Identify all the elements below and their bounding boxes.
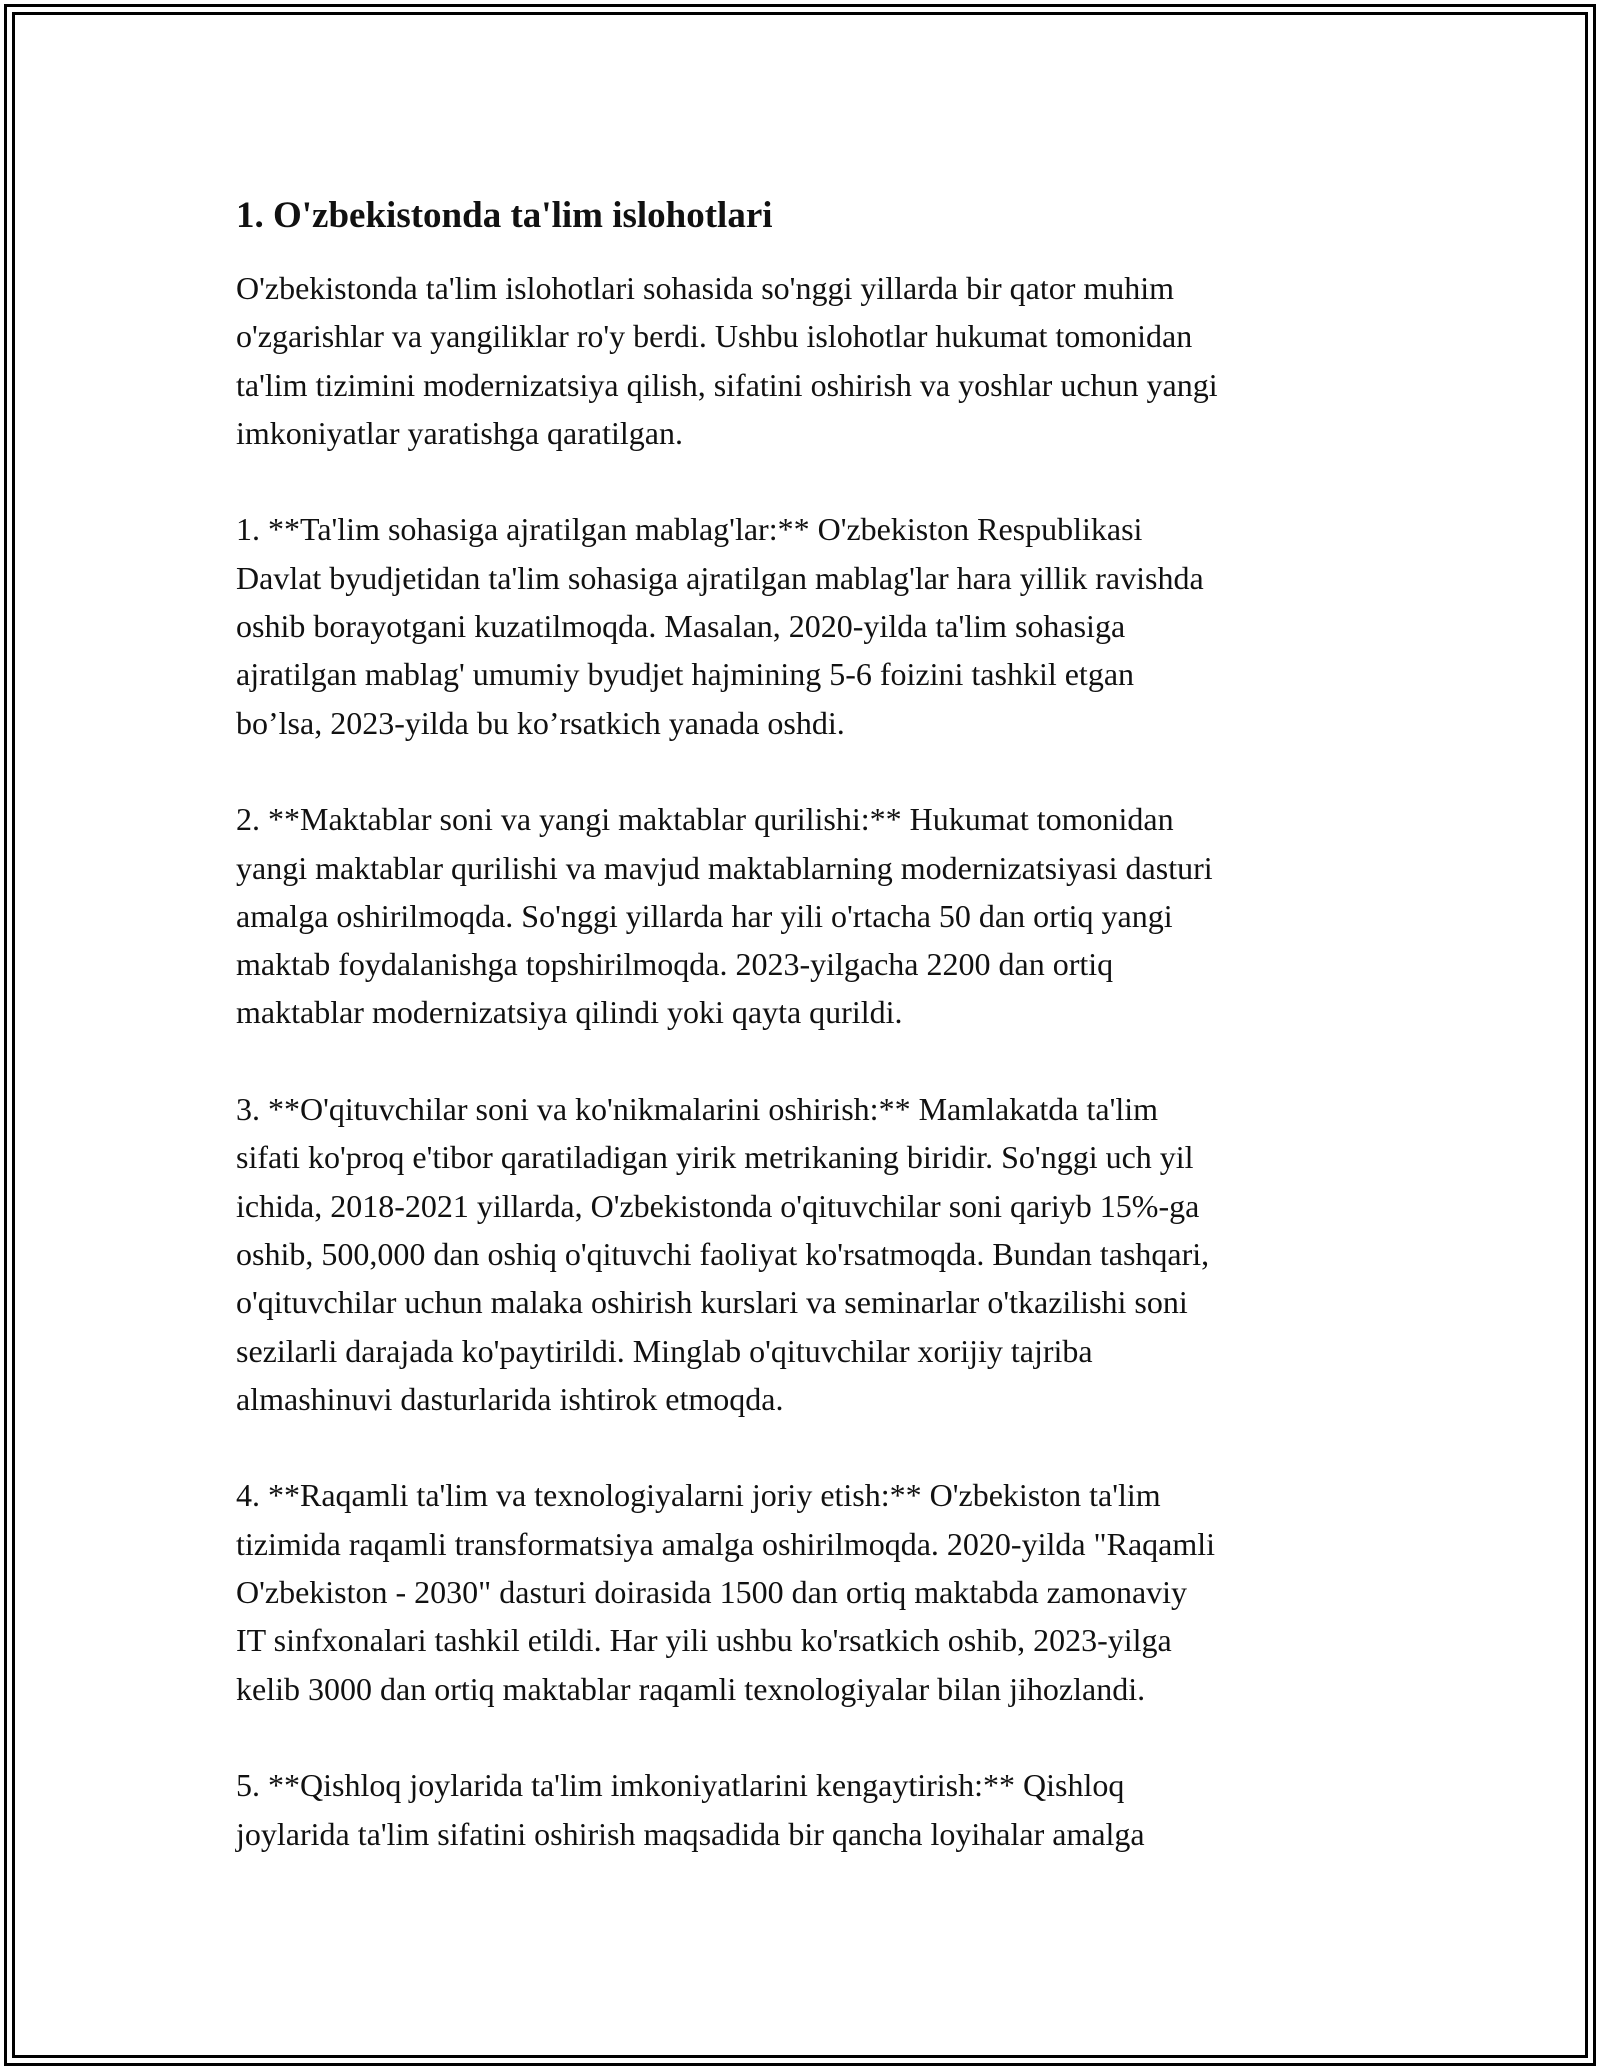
paragraph-teachers: 3. **O'qituvchilar soni va ko'nikmalarini oshirish:** Mamlakatda ta'lim sifati ko'proq e'tibor qaratiladigan yirik metrikaning biridir. So'nggi uch yil ichida, 2018-2021 yillarda, O'zbekistonda o'qituvchilar soni qariyb 15%-ga oshib, 500,000 dan oshiq o'qituvchi faoliyat ko'rsatmoqda. Bundan tashqari, o'qituvchilar uchun malaka oshirish kurslari va seminarlar o'tkazilishi soni sezilarli darajada ko'paytirildi. Minglab o'qituvchilar xorijiy tajriba almashinuvi dasturlarida ishtirok etmoqda. xyxy=(236,1091,1210,1417)
document-title: 1. O'zbekistonda ta'lim islohotlari xyxy=(236,195,773,236)
paragraph-digital: 4. **Raqamli ta'lim va texnologiyalarni joriy etish:** O'zbekiston ta'lim tizimida raqamli transformatsiya amalga oshirilmoqda. 2020-yilda "Raqamli O'zbekiston - 2030" dasturi doirasida 1500 dan ortiq maktabda zamonaviy IT sinfxonalari tashkil etildi. Har yili ushbu ko'rsatkich oshib, 2023-yilga kelib 3000 dan ortiq maktablar raqamli texnologiyalar bilan jihozlandi. xyxy=(236,1477,1216,1707)
paragraph-rural: 5. **Qishloq joylarida ta'lim imkoniyatlarini kengaytirish:** Qishloq joylarida ta'lim sifatini oshirish maqsadida bir qancha loyihalar amalga xyxy=(236,1767,1145,1852)
paragraph-budget: 1. **Ta'lim sohasiga ajratilgan mablag'lar:** O'zbekiston Respublikasi Davlat byudjetidan ta'lim sohasiga ajratilgan mablag'lar hara yillik ravishda oshib borayotgani kuzatilmoqda. Masalan, 2020-yilda ta'lim sohasiga ajratilgan mablag' umumiy byudjet hajmining 5-6 foizini tashkil etgan bo’lsa, 2023-yilda bu ko’rsatkich yanada oshdi. xyxy=(236,511,1204,741)
paragraph-schools: 2. **Maktablar soni va yangi maktablar qurilishi:** Hukumat tomonidan yangi maktablar qurilishi va mavjud maktablarning modernizatsiyasi dasturi amalga oshirilmoqda. So'nggi yillarda har yili o'rtacha 50 dan ortiq yangi maktab foydalanishga topshirilmoqda. 2023-yilgacha 2200 dan ortiq maktablar modernizatsiya qilindi yoki qayta qurildi. xyxy=(236,801,1213,1031)
intro-paragraph: O'zbekistonda ta'lim islohotlari sohasida so'nggi yillarda bir qator muhim o'zgarishlar va yangiliklar ro'y berdi. Ushbu islohotlar hukumat tomonidan ta'lim tizimini modernizatsiya qilish, sifatini oshirish va yoshlar uchun yangi imkoniyatlar yaratishga qaratilgan. xyxy=(236,270,1218,451)
document-body xyxy=(236,190,1366,1858)
